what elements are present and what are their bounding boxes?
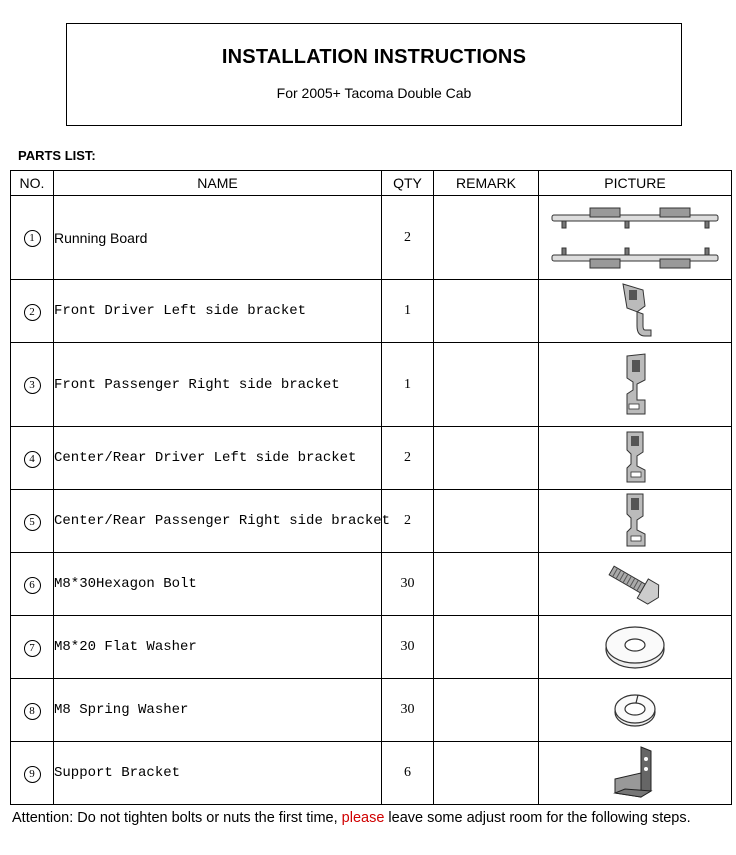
row-number bbox=[11, 616, 54, 679]
part-name: Front Driver Left side bracket bbox=[54, 280, 382, 343]
running-board-icon bbox=[550, 205, 720, 271]
number-circle: 5 bbox=[24, 514, 41, 531]
part-remark bbox=[434, 742, 539, 805]
part-picture bbox=[539, 679, 732, 742]
part-name: Running Board bbox=[54, 196, 382, 280]
table-row bbox=[11, 553, 732, 616]
page-subtitle: For 2005+ Tacoma Double Cab bbox=[276, 85, 472, 101]
part-name: Center/Rear Passenger Right side bracket bbox=[54, 490, 382, 553]
number-circle: 3 bbox=[24, 377, 41, 394]
part-name: Support Bracket bbox=[54, 742, 382, 805]
part-picture bbox=[539, 742, 732, 805]
spring-washer-icon bbox=[612, 690, 658, 730]
number-circle: 2 bbox=[24, 304, 41, 321]
part-name: Center/Rear Driver Left side bracket bbox=[54, 427, 382, 490]
front-right-bracket-icon bbox=[617, 352, 653, 418]
part-name: M8 Spring Washer bbox=[54, 679, 382, 742]
part-picture bbox=[539, 490, 732, 553]
part-remark bbox=[434, 196, 539, 280]
part-remark bbox=[434, 427, 539, 490]
row-number bbox=[11, 280, 54, 343]
front-left-bracket-icon bbox=[615, 282, 655, 340]
part-remark bbox=[434, 679, 539, 742]
column-header-name: NAME bbox=[54, 171, 382, 196]
row-number bbox=[11, 679, 54, 742]
attention-highlight: please bbox=[341, 810, 385, 826]
table-row bbox=[11, 343, 732, 427]
parts-table bbox=[10, 170, 732, 805]
attention-note bbox=[12, 808, 727, 828]
flat-washer-icon bbox=[604, 624, 666, 670]
part-qty: 30 bbox=[382, 679, 434, 742]
number-circle: 6 bbox=[24, 577, 41, 594]
table-row bbox=[11, 679, 732, 742]
part-name: M8*30Hexagon Bolt bbox=[54, 553, 382, 616]
title-box bbox=[66, 23, 682, 126]
table-row bbox=[11, 280, 732, 343]
row-number bbox=[11, 343, 54, 427]
part-qty: 1 bbox=[382, 343, 434, 427]
part-qty: 2 bbox=[382, 490, 434, 553]
table-row bbox=[11, 490, 732, 553]
column-header-no: NO. bbox=[11, 171, 54, 196]
part-picture bbox=[539, 616, 732, 679]
table-row bbox=[11, 196, 732, 280]
number-circle: 8 bbox=[24, 703, 41, 720]
page-title: INSTALLATION INSTRUCTIONS bbox=[221, 46, 527, 68]
row-number bbox=[11, 427, 54, 490]
part-picture bbox=[539, 427, 732, 490]
table-row bbox=[11, 616, 732, 679]
part-picture bbox=[539, 196, 732, 280]
number-circle: 1 bbox=[24, 230, 41, 247]
part-qty: 2 bbox=[382, 427, 434, 490]
support-bracket-icon bbox=[611, 745, 659, 801]
table-row bbox=[11, 427, 732, 490]
column-header-qty: QTY bbox=[382, 171, 434, 196]
number-circle: 7 bbox=[24, 640, 41, 657]
table-header-row bbox=[11, 171, 732, 196]
part-picture bbox=[539, 280, 732, 343]
part-name: Front Passenger Right side bracket bbox=[54, 343, 382, 427]
part-remark bbox=[434, 616, 539, 679]
number-circle: 4 bbox=[24, 451, 41, 468]
part-remark bbox=[434, 553, 539, 616]
row-number bbox=[11, 553, 54, 616]
part-picture bbox=[539, 343, 732, 427]
row-number bbox=[11, 196, 54, 280]
number-circle: 9 bbox=[24, 766, 41, 783]
table-row bbox=[11, 742, 732, 805]
attention-text: Attention: Do not tighten bolts or nuts the first time, bbox=[12, 810, 342, 826]
part-qty: 6 bbox=[382, 742, 434, 805]
part-qty: 1 bbox=[382, 280, 434, 343]
column-header-remark: REMARK bbox=[434, 171, 539, 196]
part-remark bbox=[434, 343, 539, 427]
hex-bolt-icon bbox=[604, 560, 666, 608]
rear-right-bracket-icon bbox=[619, 492, 651, 550]
part-qty: 30 bbox=[382, 616, 434, 679]
part-qty: 2 bbox=[382, 196, 434, 280]
row-number bbox=[11, 490, 54, 553]
part-remark bbox=[434, 280, 539, 343]
row-number bbox=[11, 742, 54, 805]
attention-text-end: leave some adjust room for the following steps. bbox=[384, 810, 691, 826]
part-remark bbox=[434, 490, 539, 553]
part-name: M8*20 Flat Washer bbox=[54, 616, 382, 679]
part-picture bbox=[539, 553, 732, 616]
column-header-picture: PICTURE bbox=[539, 171, 732, 196]
rear-left-bracket-icon bbox=[619, 430, 651, 486]
parts-list-heading: PARTS LIST: bbox=[18, 148, 96, 163]
part-qty: 30 bbox=[382, 553, 434, 616]
